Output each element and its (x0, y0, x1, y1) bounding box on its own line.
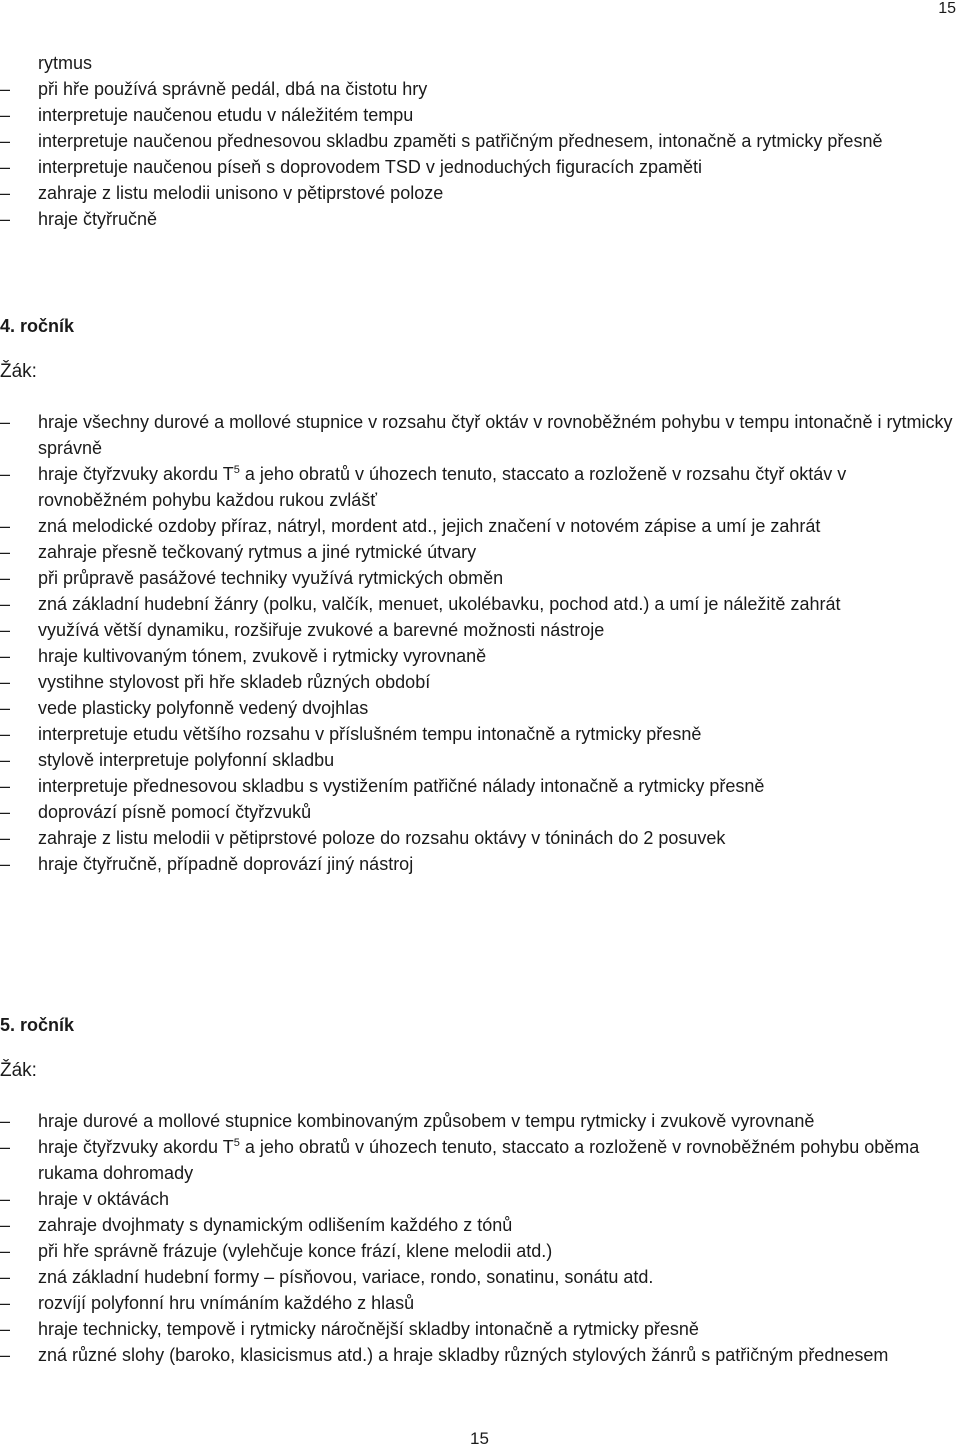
list-item: – interpretuje naučenou etudu v náležitém tempu (0, 102, 958, 128)
list-item: – hraje čtyřručně (0, 206, 958, 232)
dash-bullet-icon: – (0, 412, 11, 432)
list-item: – interpretuje naučenou píseň s doprovodem TSD v jednoduchých figuracích zpaměti (0, 154, 958, 180)
dash-bullet-icon: – (0, 1267, 11, 1287)
dash-bullet-icon: – (0, 1111, 11, 1131)
dash-bullet-icon: – (0, 620, 11, 640)
dash-bullet-icon: – (0, 568, 11, 588)
dash-bullet-icon: – (0, 1215, 11, 1235)
heading-4-rocnik: 4. ročník (0, 316, 75, 336)
section-5 (0, 1012, 958, 1368)
dash-bullet-icon: – (0, 1345, 11, 1365)
list-item: – využívá větší dynamiku, rozšiřuje zvukové a barevné možnosti nástroje (0, 617, 958, 643)
dash-bullet-icon: – (0, 131, 11, 151)
list-item: – stylově interpretuje polyfonní skladbu (0, 747, 958, 773)
list-item: – vede plasticky polyfonně vedený dvojhlas (0, 695, 958, 721)
list-item: – při hře správně frázuje (vylehčuje konce frází, klene melodii atd.) (0, 1238, 958, 1264)
zak-label: Žák: (0, 361, 37, 382)
dash-bullet-icon: – (0, 1293, 11, 1313)
dash-bullet-icon: – (0, 105, 11, 125)
dash-bullet-icon: – (0, 776, 11, 796)
dash-bullet-icon: – (0, 802, 11, 822)
page-number-top: 15 (938, 0, 956, 17)
list-item: – hraje čtyřzvuky akordu $T^5$ a jeho obratů v úhozech tenuto, staccato a rozloženě v rozsahu čtyř oktáv v rovnoběžném pohybu každou rukou zvlášť (0, 461, 958, 513)
list-item: – zná základní hudební formy – písňovou, variace, rondo, sonatinu, sonátu atd. (0, 1264, 958, 1290)
dash-bullet-icon: – (0, 1319, 11, 1339)
list-item: – zahraje z listu melodii v pětiprstové poloze do rozsahu oktávy v tóninách do 2 posuvek (0, 825, 958, 851)
list-item: – interpretuje etudu většího rozsahu v příslušném tempu intonačně a rytmicky přesně (0, 721, 958, 747)
list-item: – hraje durové a mollové stupnice kombinovaným způsobem v tempu rytmicky i zvukově vyrovnaně (0, 1108, 958, 1134)
list-item: – při hře používá správně pedál, dbá na čistotu hry (0, 76, 958, 102)
dash-bullet-icon: – (0, 157, 11, 177)
dash-bullet-icon: – (0, 724, 11, 744)
list-item: – hraje v oktávách (0, 1186, 958, 1212)
list-item: – interpretuje naučenou přednesovou skladbu zpaměti s patřičným přednesem, intonačně a rytmicky přesně (0, 128, 958, 154)
list-item: – hraje kultivovaným tónem, zvukově i rytmicky vyrovnaně (0, 643, 958, 669)
list-item: – hraje technicky, tempově i rytmicky náročnější skladby intonačně a rytmicky přesně (0, 1316, 958, 1342)
list-item: – hraje čtyřručně, případně doprovází jiný nástroj (0, 851, 958, 877)
list-section-3 (0, 76, 958, 232)
list-section-4 (0, 409, 958, 877)
dash-bullet-icon: – (0, 672, 11, 692)
zak-label: Žák: (0, 1060, 37, 1081)
heading-5-rocnik: 5. ročník (0, 1015, 75, 1035)
list-item: – interpretuje přednesovou skladbu s vystižením patřičné nálady intonačně a rytmicky přesně (0, 773, 958, 799)
dash-bullet-icon: – (0, 464, 11, 484)
dash-bullet-icon: – (0, 646, 11, 666)
dash-bullet-icon: – (0, 1241, 11, 1261)
list-item: – doprovází písně pomocí čtyřzvuků (0, 799, 958, 825)
section-4 (0, 313, 958, 877)
list-item: – zná melodické ozdoby příraz, nátryl, mordent atd., jejich značení v notovém zápise a umí je zahrát (0, 513, 958, 539)
list-item: – zahraje z listu melodii unisono v pětiprstové poloze (0, 180, 958, 206)
dash-bullet-icon: – (0, 594, 11, 614)
section-3-continuation (0, 50, 958, 232)
list-item: – rozvíjí polyfonní hru vnímáním každého z hlasů (0, 1290, 958, 1316)
dash-bullet-icon: – (0, 828, 11, 848)
list-item: – zahraje dvojhmaty s dynamickým odlišením každého z tónů (0, 1212, 958, 1238)
subheading-rytmus: rytmus (38, 53, 92, 73)
dash-bullet-icon: – (0, 209, 11, 229)
list-item: – hraje čtyřzvuky akordu $T^5$ a jeho obratů v úhozech tenuto, staccato a rozloženě v rovnoběžném pohybu oběma rukama dohromady (0, 1134, 958, 1186)
list-item: – zná různé slohy (baroko, klasicismus atd.) a hraje skladby různých stylových žánrů s patřičným přednesem (0, 1342, 958, 1368)
list-item: – hraje všechny durové a mollové stupnice v rozsahu čtyř oktáv v rovnoběžném pohybu v tempu intonačně i rytmicky správně (0, 409, 958, 461)
dash-bullet-icon: – (0, 516, 11, 536)
dash-bullet-icon: – (0, 79, 11, 99)
dash-bullet-icon: – (0, 854, 11, 874)
page-number-bottom: 15 (470, 1429, 489, 1448)
dash-bullet-icon: – (0, 1137, 11, 1157)
list-item: – zná základní hudební žánry (polku, valčík, menuet, ukolébavku, pochod atd.) a umí je náležitě zahrát (0, 591, 958, 617)
list-item: – zahraje přesně tečkovaný rytmus a jiné rytmické útvary (0, 539, 958, 565)
list-item: – při průpravě pasážové techniky využívá rytmických obměn (0, 565, 958, 591)
dash-bullet-icon: – (0, 1189, 11, 1209)
list-section-5 (0, 1108, 958, 1368)
dash-bullet-icon: – (0, 698, 11, 718)
dash-bullet-icon: – (0, 542, 11, 562)
dash-bullet-icon: – (0, 750, 11, 770)
list-item: – vystihne stylovost při hře skladeb různých období (0, 669, 958, 695)
dash-bullet-icon: – (0, 183, 11, 203)
